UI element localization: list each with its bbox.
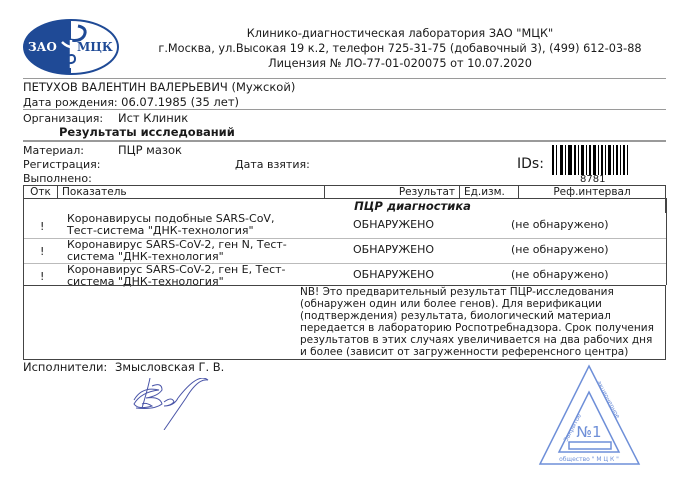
section-title: Результаты исследований: [59, 125, 235, 139]
svg-text:Закрытое: Закрытое: [562, 412, 584, 443]
logo-right-text: МЦК: [77, 40, 113, 54]
divider: [23, 109, 666, 110]
col-result: Результат: [325, 186, 460, 199]
ref: (не обнаружено): [511, 243, 609, 256]
signature-icon: [122, 378, 214, 430]
lab-address: г.Москва, ул.Высокая 19 к.2, телефон 725-31-75 (добавочный 3), (499) 612-03-88: [158, 42, 642, 55]
lab-title: Клинико-диагностическая лаборатория ЗАО "МЦК": [246, 27, 554, 40]
result: ОБНАРУЖЕНО: [353, 268, 435, 281]
org-value: Ист Клиник: [118, 111, 189, 125]
result: ОБНАРУЖЕНО: [353, 218, 435, 231]
lab-license: Лицензия № ЛО-77-01-020075 от 10.07.2020: [268, 57, 532, 70]
flag: !: [40, 220, 45, 233]
col-indicator: Показатель: [58, 186, 325, 199]
material-value: ПЦР мазок: [118, 143, 182, 157]
done-label: Выполнено:: [23, 172, 92, 185]
registration-label: Регистрация:: [23, 158, 101, 171]
collected-label: Дата взятия:: [235, 158, 310, 171]
table-frame: [23, 198, 667, 285]
ids-label: IDs:: [517, 156, 544, 172]
indicator: Коронавирус SARS-CoV-2, ген E, Тест- система "ДНК-технология": [67, 263, 286, 288]
result: ОБНАРУЖЕНО: [353, 243, 435, 256]
svg-text:акционерное: акционерное: [595, 379, 621, 420]
lab-stamp: [537, 364, 642, 469]
flag: !: [40, 245, 45, 258]
col-ref: Реф.интервал: [519, 186, 666, 199]
svg-text:общество " М Ц К ": общество " М Ц К ": [559, 456, 619, 463]
performers-value: Змысловская Г. В.: [114, 360, 225, 374]
col-unit: Ед.изм.: [460, 186, 519, 199]
table-header: [24, 186, 666, 199]
col-otk: Отк: [24, 186, 58, 199]
barcode-icon: [552, 145, 632, 175]
note-box: [23, 285, 666, 360]
patient-name: ПЕТУХОВ ВАЛЕНТИН ВАЛЕРЬЕВИЧ (Мужской): [23, 80, 296, 94]
group-title: ПЦР диагностика: [24, 199, 666, 214]
ref: (не обнаружено): [511, 268, 609, 281]
stamp-icon: [537, 364, 642, 469]
ref: (не обнаружено): [511, 218, 609, 231]
divider: [23, 140, 666, 142]
material-label: Материал:: [23, 144, 85, 157]
note-text: NB! Это предварительный результат ПЦР-исследования (обнаружен один или более генов). Для верификации (подтверждения) результата, биологический материал передается в лабораторию Роспотребнадзора. Срок получения результатов в этих случаях увеличивается на два рабочих дня и более (зависит от загруженности референсного центра): [300, 286, 654, 358]
dob-label: Дата рождения:: [23, 96, 118, 109]
barcode: [552, 145, 632, 175]
indicator: Коронавирусы подобные SARS-CoV, Тест-система "ДНК-технология": [67, 212, 275, 237]
indicator: Коронавирус SARS-CoV-2, ген N, Тест- система "ДНК-технология": [67, 238, 287, 263]
dob-value: 06.07.1985 (35 лет): [121, 95, 240, 109]
svg-text:№1: №1: [576, 423, 602, 441]
org-label: Организация:: [23, 112, 104, 125]
flag: !: [40, 270, 45, 283]
performers-label: Исполнители:: [23, 360, 108, 374]
barcode-number: 8781: [580, 174, 606, 185]
lab-logo: [22, 18, 120, 76]
logo-left-text: ЗАО: [28, 40, 57, 54]
divider: [23, 78, 666, 79]
